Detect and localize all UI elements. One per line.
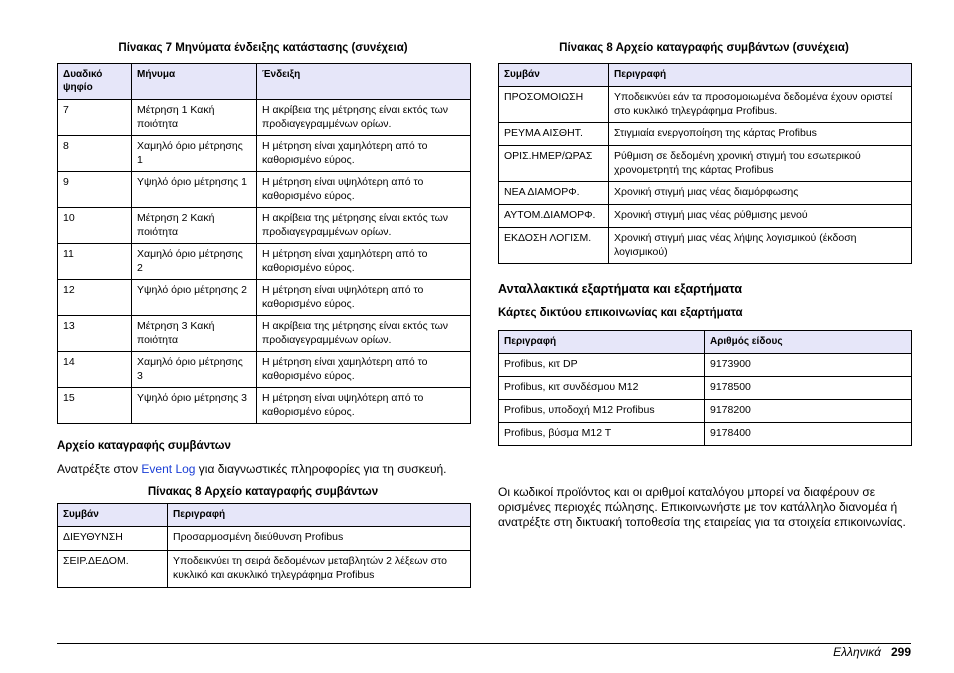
cell-bit: 12 <box>58 280 132 316</box>
table-row <box>58 352 471 388</box>
parts-note: Οι κωδικοί προϊόντος και οι αριθμοί καταλόγου μπορεί να διαφέρουν σε ορισμένες περιοχές πώλησης. Επικοινωνήστε με τον κατάλληλο διανομέα ή ανατρέξτε στη δικτυακή τοποθεσία της εταιρείας για τα στοιχεία επικοινωνίας. <box>498 485 906 529</box>
cell-part-number: 9173900 <box>705 354 912 377</box>
table-row <box>58 172 471 208</box>
column-header-description: Περιγραφή <box>609 64 912 87</box>
table-row <box>58 527 471 551</box>
cell-event: ΑΥΤΟΜ.ΔΙΑΜΟΡΦ. <box>499 205 609 228</box>
column-header-indication: Ένδειξη <box>257 64 471 100</box>
cell-description: Χρονική στιγμή μιας νέας ρύθμισης μενού <box>609 205 912 228</box>
cell-message: Μέτρηση 3 Κακή ποιότητα <box>132 316 257 352</box>
table-row <box>499 354 912 377</box>
column-header-description: Περιγραφή <box>168 504 471 527</box>
cell-event: ΔΙΕΥΘΥΝΣΗ <box>58 527 168 551</box>
event-log-link[interactable]: Event Log <box>141 462 196 476</box>
table-row <box>58 388 471 424</box>
event-log-heading: Αρχείο καταγραφής συμβάντων <box>57 440 231 452</box>
table-row <box>58 136 471 172</box>
cell-message: Υψηλό όριο μέτρησης 1 <box>132 172 257 208</box>
table-row <box>499 423 912 446</box>
cell-message: Χαμηλό όριο μέτρησης 1 <box>132 136 257 172</box>
cell-part-number: 9178400 <box>705 423 912 446</box>
footer-divider <box>57 643 911 644</box>
cell-event: ΡΕΥΜΑ ΑΙΣΘΗΤ. <box>499 123 609 146</box>
table-row <box>499 400 912 423</box>
cell-description: Profibus, βύσμα M12 T <box>499 423 705 446</box>
cell-indication: Η μέτρηση είναι χαμηλότερη από το καθορισμένο εύρος. <box>257 352 471 388</box>
table-row <box>499 123 912 146</box>
parts-subheading: Κάρτες δικτύου επικοινωνίας και εξαρτήματα <box>498 307 743 319</box>
page-number: 299 <box>890 645 911 659</box>
intro-text-before: Ανατρέξτε στον <box>57 462 142 476</box>
cell-message: Μέτρηση 1 Κακή ποιότητα <box>132 100 257 136</box>
parts-heading: Ανταλλακτικά εξαρτήματα και εξαρτήματα <box>498 282 743 296</box>
cell-bit: 13 <box>58 316 132 352</box>
table-header-row <box>58 64 471 100</box>
column-header-bit: Δυαδικό ψηφίο <box>58 64 132 100</box>
event-log-intro <box>57 462 447 477</box>
cell-event: ΣΕΙΡ.ΔΕΔΟΜ. <box>58 551 168 588</box>
cell-description: Υποδεικνύει εάν τα προσομοιωμένα δεδομένα έχουν οριστεί στο κυκλικό τηλεγράφημα Profibus. <box>609 87 912 123</box>
table-row <box>58 244 471 280</box>
cell-description: Χρονική στιγμή μιας νέας διαμόρφωσης <box>609 182 912 205</box>
table-row <box>499 146 912 182</box>
cell-event: ΟΡΙΣ.ΗΜΕΡ/ΩΡΑΣ <box>499 146 609 182</box>
table-row <box>58 208 471 244</box>
cell-part-number: 9178200 <box>705 400 912 423</box>
cell-message: Μέτρηση 2 Κακή ποιότητα <box>132 208 257 244</box>
cell-description: Στιγμιαία ενεργοποίηση της κάρτας Profibus <box>609 123 912 146</box>
cell-message: Χαμηλό όριο μέτρησης 2 <box>132 244 257 280</box>
cell-indication: Η ακρίβεια της μέτρησης είναι εκτός των προδιαγεγραμμένων ορίων. <box>257 100 471 136</box>
cell-message: Χαμηλό όριο μέτρησης 3 <box>132 352 257 388</box>
cell-indication: Η μέτρηση είναι υψηλότερη από το καθορισμένο εύρος. <box>257 280 471 316</box>
cell-description: Profibus, υποδοχή M12 Profibus <box>499 400 705 423</box>
cell-description: Profibus, κιτ συνδέσμου M12 <box>499 377 705 400</box>
table-row <box>58 551 471 588</box>
table-row <box>499 205 912 228</box>
event-log-table <box>57 503 471 588</box>
cell-bit: 8 <box>58 136 132 172</box>
table-row <box>58 280 471 316</box>
cell-bit: 9 <box>58 172 132 208</box>
page-footer <box>833 645 911 659</box>
table8b-caption: Πίνακας 8 Αρχείο καταγραφής συμβάντων (συνέχεια) <box>559 42 849 54</box>
table-header-row <box>499 64 912 87</box>
footer-language: Ελληνικά <box>833 645 881 659</box>
cell-description: Ρύθμιση σε δεδομένη χρονική στιγμή του εσωτερικού χρονομετρητή της κάρτας Profibus <box>609 146 912 182</box>
cell-indication: Η ακρίβεια της μέτρησης είναι εκτός των προδιαγεγραμμένων ορίων. <box>257 208 471 244</box>
table-row <box>499 182 912 205</box>
cell-indication: Η μέτρηση είναι χαμηλότερη από το καθορισμένο εύρος. <box>257 136 471 172</box>
column-header-part-number: Αριθμός είδους <box>705 331 912 354</box>
cell-event: ΠΡΟΣΟΜΟΙΩΣΗ <box>499 87 609 123</box>
cell-description: Προσαρμοσμένη διεύθυνση Profibus <box>168 527 471 551</box>
cell-message: Υψηλό όριο μέτρησης 3 <box>132 388 257 424</box>
column-header-event: Συμβάν <box>499 64 609 87</box>
column-header-message: Μήνυμα <box>132 64 257 100</box>
cell-bit: 7 <box>58 100 132 136</box>
cell-indication: Η μέτρηση είναι χαμηλότερη από το καθορισμένο εύρος. <box>257 244 471 280</box>
cell-event: ΕΚΔΟΣΗ ΛΟΓΙΣΜ. <box>499 228 609 264</box>
cell-indication: Η μέτρηση είναι υψηλότερη από το καθορισμένο εύρος. <box>257 388 471 424</box>
table-row <box>58 316 471 352</box>
cell-description: Υποδεικνύει τη σειρά δεδομένων μεταβλητών 2 λέξεων στο κυκλικό και ακυκλικό τηλεγράφημα Profibus <box>168 551 471 588</box>
cell-event: ΝΕΑ ΔΙΑΜΟΡΦ. <box>499 182 609 205</box>
cell-indication: Η μέτρηση είναι υψηλότερη από το καθορισμένο εύρος. <box>257 172 471 208</box>
cell-bit: 10 <box>58 208 132 244</box>
column-header-description: Περιγραφή <box>499 331 705 354</box>
column-header-event: Συμβάν <box>58 504 168 527</box>
table-row <box>499 228 912 264</box>
table-row <box>499 377 912 400</box>
cell-indication: Η ακρίβεια της μέτρησης είναι εκτός των προδιαγεγραμμένων ορίων. <box>257 316 471 352</box>
cell-part-number: 9178500 <box>705 377 912 400</box>
cell-bit: 14 <box>58 352 132 388</box>
table-row <box>499 87 912 123</box>
cell-bit: 11 <box>58 244 132 280</box>
table-header-row <box>499 331 912 354</box>
table8a-caption: Πίνακας 8 Αρχείο καταγραφής συμβάντων <box>147 486 379 498</box>
table-row <box>58 100 471 136</box>
cell-message: Υψηλό όριο μέτρησης 2 <box>132 280 257 316</box>
event-log-continued-table <box>498 63 912 264</box>
parts-table <box>498 330 912 446</box>
table-header-row <box>58 504 471 527</box>
table7-caption: Πίνακας 7 Μηνύματα ένδειξης κατάστασης (συνέχεια) <box>118 42 408 54</box>
status-messages-table <box>57 63 471 424</box>
cell-bit: 15 <box>58 388 132 424</box>
cell-description: Profibus, κιτ DP <box>499 354 705 377</box>
intro-text-after: για διαγνωστικές πληροφορίες για τη συσκευή. <box>195 462 447 476</box>
cell-description: Χρονική στιγμή μιας νέας λήψης λογισμικού (έκδοση λογισμικού) <box>609 228 912 264</box>
